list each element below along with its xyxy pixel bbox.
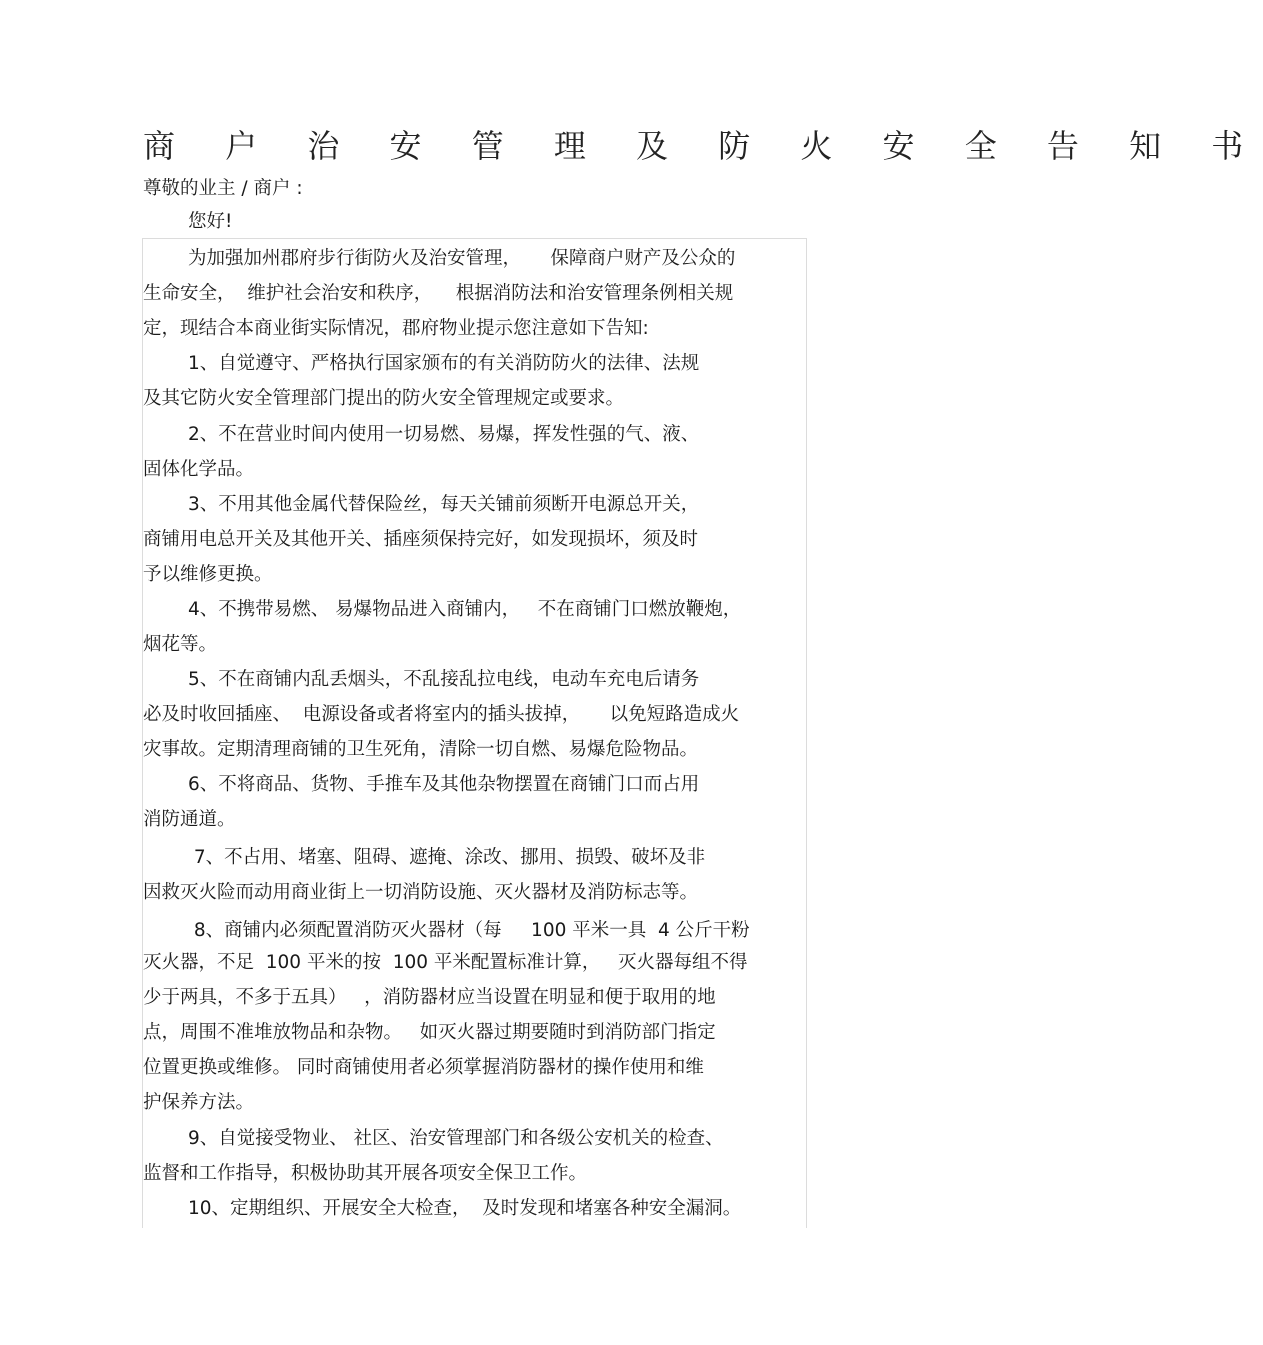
- list-item-9: 9、自觉接受物业、 社区、治安管理部门和各级公安机关的检查、: [188, 1128, 724, 1149]
- body-line: 护保养方法。: [143, 1092, 255, 1113]
- body-line: 少于两具，不多于五具） ，消防器材应当设置在明显和便于取用的地: [143, 987, 716, 1008]
- list-item-10: 10、定期组织、开展安全大检查， 及时发现和堵塞各种安全漏洞。: [188, 1198, 742, 1219]
- list-item-5: 5、不在商铺内乱丢烟头，不乱接乱拉电线，电动车充电后请务: [188, 669, 700, 690]
- body-line: 监督和工作指导，积极协助其开展各项安全保卫工作。: [143, 1163, 588, 1184]
- body-line: 必及时收回插座、 电源设备或者将室内的插头拔掉， 以免短路造成火: [143, 704, 740, 725]
- list-item-6: 6、不将商品、货物、手推车及其他杂物摆置在商铺门口而占用: [188, 774, 700, 795]
- body-line: 点，周围不准堆放物品和杂物。 如灭火器过期要随时到消防部门指定: [143, 1022, 716, 1043]
- body-line: 固体化学品。: [143, 459, 255, 480]
- body-line: 因救灭火险而动用商业街上一切消防设施、灭火器材及消防标志等。: [143, 882, 699, 903]
- list-item-8: 8、商铺内必须配置消防灭火器材（每 100 平米一具 4 公斤干粉: [188, 920, 750, 941]
- list-item-4: 4、不携带易燃、 易爆物品进入商铺内， 不在商铺门口燃放鞭炮，: [188, 599, 742, 620]
- list-item-3: 3、不用其他金属代替保险丝，每天关铺前须断开电源总开关，: [188, 494, 700, 515]
- list-item-2: 2、不在营业时间内使用一切易燃、易爆，挥发性强的气、液、: [188, 424, 700, 445]
- greeting: 尊敬的业主 / 商户 :: [143, 178, 303, 199]
- list-item-1: 1、自觉遵守、严格执行国家颁布的有关消防防火的法律、法规: [188, 353, 700, 374]
- body-line: 商铺用电总开关及其他开关、插座须保持完好，如发现损坏，须及时: [143, 529, 699, 550]
- body-line: 灭火器，不足 100 平米的按 100 平米配置标准计算， 灭火器每组不得: [143, 952, 748, 973]
- body-line: 为加强加州郡府步行街防火及治安管理， 保障商户财产及公众的: [188, 248, 736, 269]
- body-line: 位置更换或维修。 同时商铺使用者必须掌握消防器材的操作使用和维: [143, 1057, 704, 1078]
- body-line: 予以维修更换。: [143, 564, 273, 585]
- page-title: 商 户 治 安 管 理 及 防 火 安 全 告 知 书: [143, 127, 1263, 165]
- salutation: 您好!: [188, 211, 233, 232]
- body-line: 烟花等。: [143, 634, 218, 655]
- body-line: 生命安全， 维护社会治安和秩序， 根据消防法和治安管理条例相关规: [143, 283, 734, 304]
- body-line: 灾事故。定期清理商铺的卫生死角，清除一切自燃、易爆危险物品。: [143, 739, 699, 760]
- body-line: 及其它防火安全管理部门提出的防火安全管理规定或要求。: [143, 388, 625, 409]
- body-line: 消防通道。: [143, 809, 236, 830]
- list-item-7: 7、不占用、堵塞、阻碍、遮掩、涂改、挪用、损毁、破坏及非: [188, 847, 706, 868]
- body-line: 定，现结合本商业街实际情况，郡府物业提示您注意如下告知:: [143, 318, 649, 339]
